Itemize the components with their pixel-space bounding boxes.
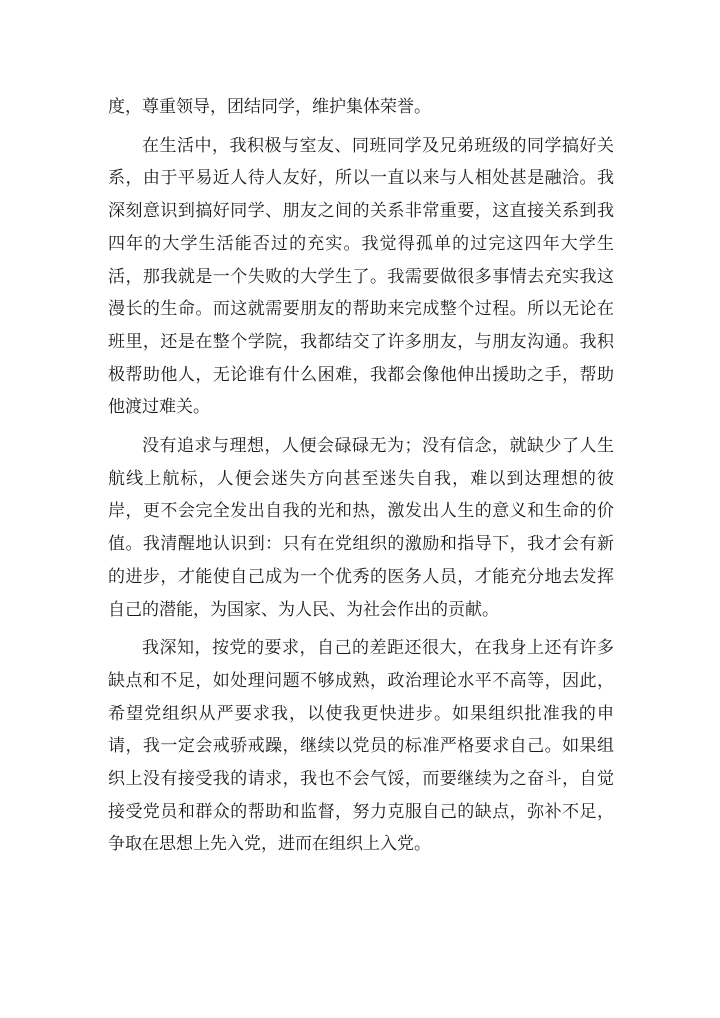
paragraph-self-assessment: 我深知，按党的要求，自己的差距还很大，在我身上还有许多缺点和不足，如处理问题不够成熟，政治理论水平不高等，因此，希望党组织从严要求我，以使我更快进步。如果组织批准我的申请，我一定会戒骄戒躁，继续以党员的标准严格要求自己。如果组织上没有接受我的请求，我也不会气馁，而要继续为之奋斗，自觉接受党员和群众的帮助和监督，努力克服自己的缺点，弥补不足，争取在思想上先入党，进而在组织上入党。 <box>108 638 614 855</box>
paragraph-ideals-belief: 没有追求与理想，人便会碌碌无为；没有信念，就缺少了人生航线上航标，人便会迷失方向甚至迷失自我，难以到达理想的彼岸，更不会完全发出自我的光和热，激发出人生的意义和生命的价值。我清醒地认识到：只有在党组织的激励和指导下，我才会有新的进步，才能使自己成为一个优秀的医务人员，才能充分地去发挥自己的潜能，为国家、为人民、为社会作出的贡献。 <box>108 436 614 620</box>
paragraph-life-relations: 在生活中，我积极与室友、同班同学及兄弟班级的同学搞好关系，由于平易近人待人友好，所以一直以来与人相处甚是融洽。我深刻意识到搞好同学、朋友之间的关系非常重要，这直接关系到我四年的大学生活能否过的充实。我觉得孤单的过完这四年大学生活，那我就是一个失败的大学生了。我需要做很多事情去充实我这漫长的生命。而这就需要朋友的帮助来完成整个过程。所以无论在班里，还是在整个学院，我都结交了许多朋友，与朋友沟通。我积极帮助他人，无论谁有什么困难，我都会像他伸出援助之手，帮助他渡过难关。 <box>108 135 614 418</box>
paragraph-continuation: 度，尊重领导，团结同学，维护集体荣誉。 <box>108 97 431 117</box>
document-page <box>108 91 614 867</box>
